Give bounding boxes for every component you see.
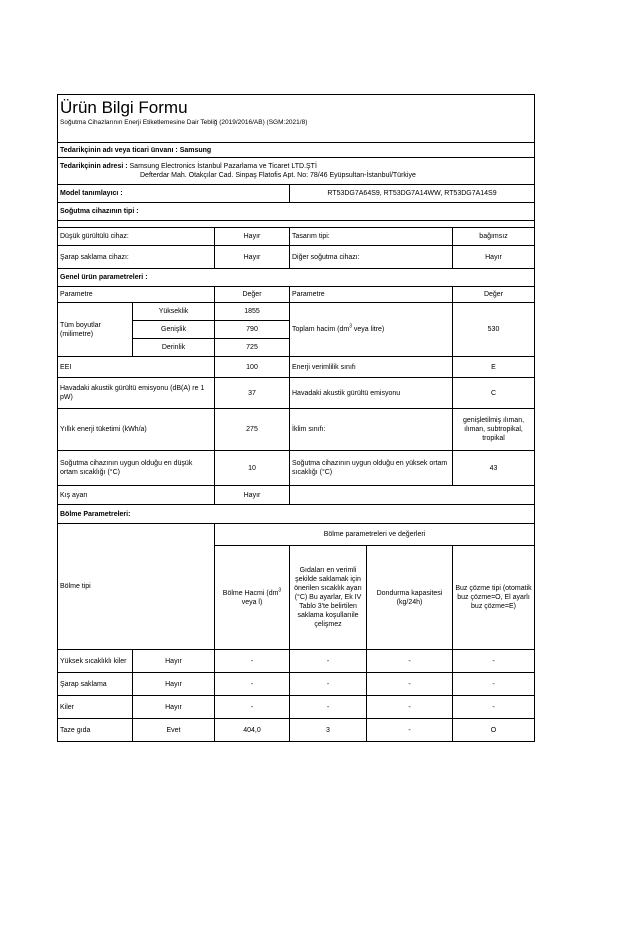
col-temp-header: Gıdaları en verimli şekilde saklamak için önerilen sıcaklık ayarı (°C) Bu ayarlar, Ek IV Tablo 3'te belirtilen saklama koşullarıile çelişmez bbox=[290, 546, 367, 650]
param-header-left: Parametre bbox=[58, 287, 215, 303]
compartment-freeze: - bbox=[367, 696, 453, 719]
compartment-volume: - bbox=[215, 696, 290, 719]
compartment-present: Evet bbox=[133, 719, 215, 742]
energy-class-label: Enerji verimlilik sınıfı bbox=[290, 357, 453, 378]
product-info-table bbox=[57, 94, 535, 742]
compartment-name: Kiler bbox=[58, 696, 133, 719]
min-temp-label: Soğutma cihazının uygun olduğu en düşük ortam sıcaklığı (°C) bbox=[58, 451, 215, 486]
compartment-temp: - bbox=[290, 673, 367, 696]
noise-class-label: Havadaki akustik gürültü emisyonu bbox=[290, 378, 453, 409]
compartment-temp: 3 bbox=[290, 719, 367, 742]
total-volume-value: 530 bbox=[453, 303, 535, 357]
annual-energy-value: 275 bbox=[215, 409, 290, 451]
depth-label: Derinlik bbox=[133, 339, 215, 357]
table-row bbox=[58, 650, 535, 673]
climate-class-label: İklim sınıfı: bbox=[290, 409, 453, 451]
table-row bbox=[58, 696, 535, 719]
noise-class-value: C bbox=[453, 378, 535, 409]
climate-class-value: genişletilmiş ılıman, ılıman, subtropikal, tropikal bbox=[453, 409, 535, 451]
wine-storage-label: Şarap saklama cihazı: bbox=[58, 246, 215, 269]
compartment-present: Hayır bbox=[133, 696, 215, 719]
compartment-present: Hayır bbox=[133, 650, 215, 673]
compartment-type-header: Bölme tipi bbox=[58, 524, 215, 650]
max-temp-value: 43 bbox=[453, 451, 535, 486]
other-cooling-value: Hayır bbox=[453, 246, 535, 269]
depth-value: 725 bbox=[215, 339, 290, 357]
compartment-present: Hayır bbox=[133, 673, 215, 696]
compartment-name: Taze gıda bbox=[58, 719, 133, 742]
col-volume-header: Bölme Hacmi ($dm^3$ veya l) bbox=[215, 546, 290, 650]
page-subtitle: Soğutma Cihazlarının Enerji Etiketlemesine Dair Tebliğ (2019/2016/AB) (SGM:2021/8) bbox=[60, 119, 308, 126]
compartment-section-label: Bölme Parametreleri: bbox=[58, 505, 535, 524]
design-type-label: Tasarım tipi: bbox=[290, 228, 453, 246]
model-value: RT53DG7A64S9, RT53DG7A14WW, RT53DG7A14S9 bbox=[290, 185, 535, 203]
table-row bbox=[58, 719, 535, 742]
energy-class-value: E bbox=[453, 357, 535, 378]
compartment-volume: - bbox=[215, 673, 290, 696]
wine-storage-value: Hayır bbox=[215, 246, 290, 269]
annual-energy-label: Yıllık enerji tüketimi (kWh/a) bbox=[58, 409, 215, 451]
winter-setting-label: Kış ayarı bbox=[58, 486, 215, 505]
supplier-address-label: Tedarikçinin adresi : bbox=[60, 163, 128, 170]
other-cooling-label: Diğer soğutma cihazı: bbox=[290, 246, 453, 269]
min-temp-value: 10 bbox=[215, 451, 290, 486]
width-value: 790 bbox=[215, 321, 290, 339]
compartment-defrost: - bbox=[453, 650, 535, 673]
general-section-label: Genel ürün parametreleri : bbox=[58, 269, 535, 287]
design-type-value: bağımsız bbox=[453, 228, 535, 246]
compartment-defrost: - bbox=[453, 696, 535, 719]
max-temp-label: Soğutma cihazının uygun olduğu en yüksek ortam sıcaklığı (°C) bbox=[290, 451, 453, 486]
eei-label: EEI bbox=[58, 357, 215, 378]
height-label: Yükseklik bbox=[133, 303, 215, 321]
value-header-right: Değer bbox=[453, 287, 535, 303]
page-title: Ürün Bilgi Formu bbox=[60, 98, 188, 117]
compartment-volume: 404,0 bbox=[215, 719, 290, 742]
dimensions-label: Tüm boyutlar (milimetre) bbox=[58, 303, 133, 357]
supplier-name: Tedarikçinin adı veya ticari ünvanı : Samsung bbox=[58, 143, 535, 158]
empty-cell bbox=[290, 486, 535, 505]
eei-value: 100 bbox=[215, 357, 290, 378]
width-label: Genişlik bbox=[133, 321, 215, 339]
form-header bbox=[58, 95, 535, 143]
supplier-address-line2: Defterdar Mah. Otakçılar Cad. Sinpaş Flatofis Apt. No: 78/46 Eyüpsultan-İstanbul/Türkiye bbox=[140, 172, 416, 179]
model-label: Model tanımlayıcı : bbox=[58, 185, 290, 203]
value-header-left: Değer bbox=[215, 287, 290, 303]
compartment-defrost: - bbox=[453, 673, 535, 696]
height-value: 1855 bbox=[215, 303, 290, 321]
compartment-freeze: - bbox=[367, 673, 453, 696]
spacer bbox=[58, 221, 535, 228]
col-freeze-header: Dondurma kapasitesi (kg/24h) bbox=[367, 546, 453, 650]
compartment-freeze: - bbox=[367, 650, 453, 673]
product-info-form bbox=[57, 94, 534, 742]
winter-setting-value: Hayır bbox=[215, 486, 290, 505]
compartment-temp: - bbox=[290, 696, 367, 719]
compartment-freeze: - bbox=[367, 719, 453, 742]
table-row bbox=[58, 673, 535, 696]
param-header-right: Parametre bbox=[290, 287, 453, 303]
compartment-volume: - bbox=[215, 650, 290, 673]
supplier-address-line1: Samsung Electronics İstanbul Pazarlama ve Ticaret LTD.ŞTİ bbox=[129, 163, 317, 170]
noise-emission-label: Havadaki akustik gürültü emisyonu (dB(A) re 1 pW) bbox=[58, 378, 215, 409]
noise-emission-value: 37 bbox=[215, 378, 290, 409]
low-noise-label: Düşük gürültülü cihaz: bbox=[58, 228, 215, 246]
compartment-name: Şarap saklama bbox=[58, 673, 133, 696]
compartment-defrost: O bbox=[453, 719, 535, 742]
compartment-name: Yüksek sıcaklıklı kiler bbox=[58, 650, 133, 673]
supplier-address bbox=[58, 158, 535, 185]
col-defrost-header: Buz çözme tipi (otomatik buz çözme=O, El ayarlı buz çözme=E) bbox=[453, 546, 535, 650]
compartment-temp: - bbox=[290, 650, 367, 673]
total-volume-label: Toplam hacim ($dm^3$ veya litre) bbox=[290, 303, 453, 357]
compartment-params-header: Bölme parametreleri ve değerleri bbox=[215, 524, 535, 546]
type-section-label: Soğutma cihazının tipi : bbox=[58, 203, 535, 221]
low-noise-value: Hayır bbox=[215, 228, 290, 246]
